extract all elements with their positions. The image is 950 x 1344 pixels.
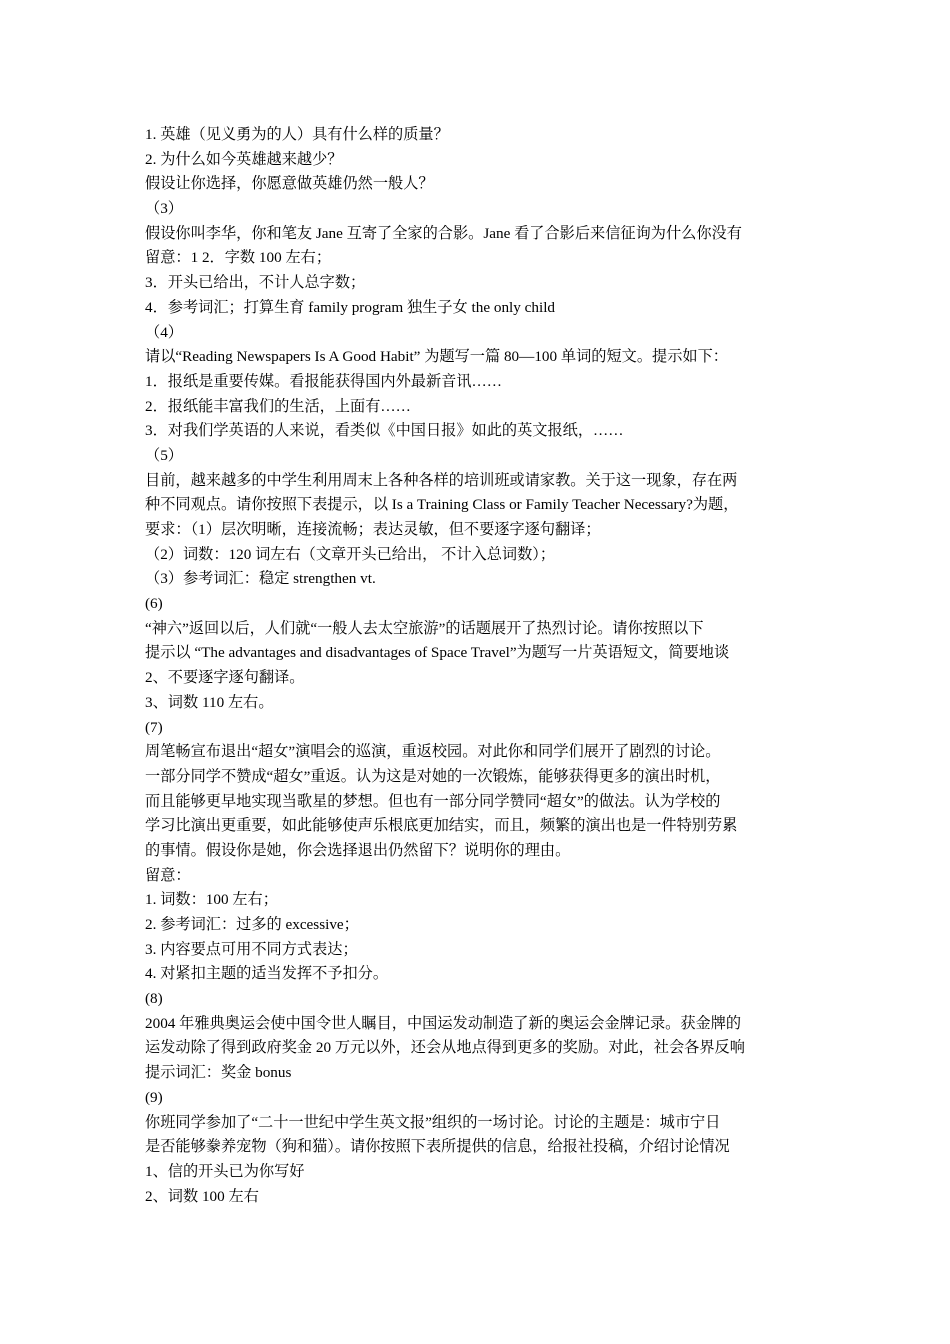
section-heading: （3） [145,200,183,218]
text-line: 学习比演出更重要，如此能够使声乐根底更加结实，而且，频繁的演出也是一件特别劳累 [145,817,738,835]
text-line: 运发动除了得到政府奖金 20 万元以外，还会从地点得到更多的奖励。对此，社会各界反响 [145,1039,745,1057]
text-line: 留意： [145,866,191,884]
text-line: 2. 为什么如今英雄越来越少？ [145,150,343,168]
text-line: 假设你叫李华，你和笔友 Jane 互寄了全家的合影。Jane 看了合影后来信征询为什么你没有 [145,224,742,242]
text-line: 2、词数 100 左右 [145,1187,259,1205]
text-line: 提示以 “The advantages and disadvantages of Space Travel”为题写一片英语短文，简要地谈 [145,644,730,662]
text-line: 请以“Reading Newspapers Is A Good Habit” 为题写一篇 80—100 单词的短文。提示如下： [145,348,728,366]
text-line: 周笔畅宣布退出“超女”演唱会的巡演，重返校园。对此你和同学们展开了剧烈的讨论。 [145,743,721,761]
text-line: 你班同学参加了“二十一世纪中学生英文报”组织的一场讨论。讨论的主题是：城市宁日 [145,1113,721,1131]
text-line: （3）参考词汇：稳定 strengthen vt. [145,570,376,588]
text-line: 1．报纸是重要传媒。看报能获得国内外最新音讯…… [145,372,502,390]
text-line: 1. 英雄（见义勇为的人）具有什么样的质量？ [145,126,449,143]
text-line: 3、词数 110 左右。 [145,693,274,711]
text-line: （2）词数：120 词左右（文章开头已给出， 不计入总词数）； [145,545,556,563]
section-heading: (6) [145,595,163,613]
text-line: 3．对我们学英语的人来说，看类似《中国日报》如此的英文报纸，…… [145,422,624,440]
text-line: 目前，越来越多的中学生利用周末上各种各样的培训班或请家教。关于这一现象，存在两 [145,471,738,489]
text-line: 2. 参考词汇：过多的 excessive； [145,916,359,933]
text-line: 2004 年雅典奥运会使中国令世人瞩目，中国运发动制造了新的奥运会金牌记录。获金牌的 [145,1014,742,1032]
text-line: 3. 内容要点可用不同方式表达； [145,940,358,958]
text-line: 1. 词数：100 左右； [145,891,278,909]
text-line: 提示词汇：奖金 bonus [145,1064,292,1082]
text-line: 1、信的开头已为你写好 [145,1162,305,1180]
section-heading: （4） [145,323,183,341]
text-line: 假设让你选择，你愿意做英雄仍然一般人？ [145,175,434,193]
text-line: 2．报纸能丰富我们的生活，上面有…… [145,397,411,415]
section-heading: (7) [145,718,163,736]
text-line: 是否能够豢养宠物（狗和猫）。请你按照下表所提供的信息，给报社投稿，介绍讨论情况 [145,1138,730,1156]
section-heading: （5） [145,446,183,464]
text-line: 要求：（1）层次明晰，连接流畅；表达灵敏，但不要逐字逐句翻译； [145,521,601,538]
section-heading: (8) [145,990,163,1008]
text-line: 3．开头已给出，不计人总字数； [145,274,366,292]
text-line: 4．参考词汇；打算生育 family program 独生子女 the only child [145,298,556,316]
text-line: 留意：1 2．字数 100 左右； [145,249,332,267]
text-line: 4. 对紧扣主题的适当发挥不予扣分。 [145,965,388,983]
text-line: 的事情。假设你是她，你会选择退出仍然留下？说明你的理由。 [145,841,571,859]
document-body [145,123,810,1209]
text-line: 2、不要逐字逐句翻译。 [145,669,305,687]
text-line: “神六”返回以后，人们就“一般人去太空旅游”的话题展开了热烈讨论。请你按照以下 [145,619,704,637]
section-heading: (9) [145,1088,163,1106]
text-line: 一部分同学不赞成“超女”重返。认为这是对她的一次锻炼，能够获得更多的演出时机， [145,767,721,785]
text-line: 而且能够更早地实现当歌星的梦想。但也有一部分同学赞同“超女”的做法。认为学校的 [145,792,721,810]
text-line: 种不同观点。请你按照下表提示，以 Is a Training Class or Family Teacher Necessary?为题， [145,496,739,514]
